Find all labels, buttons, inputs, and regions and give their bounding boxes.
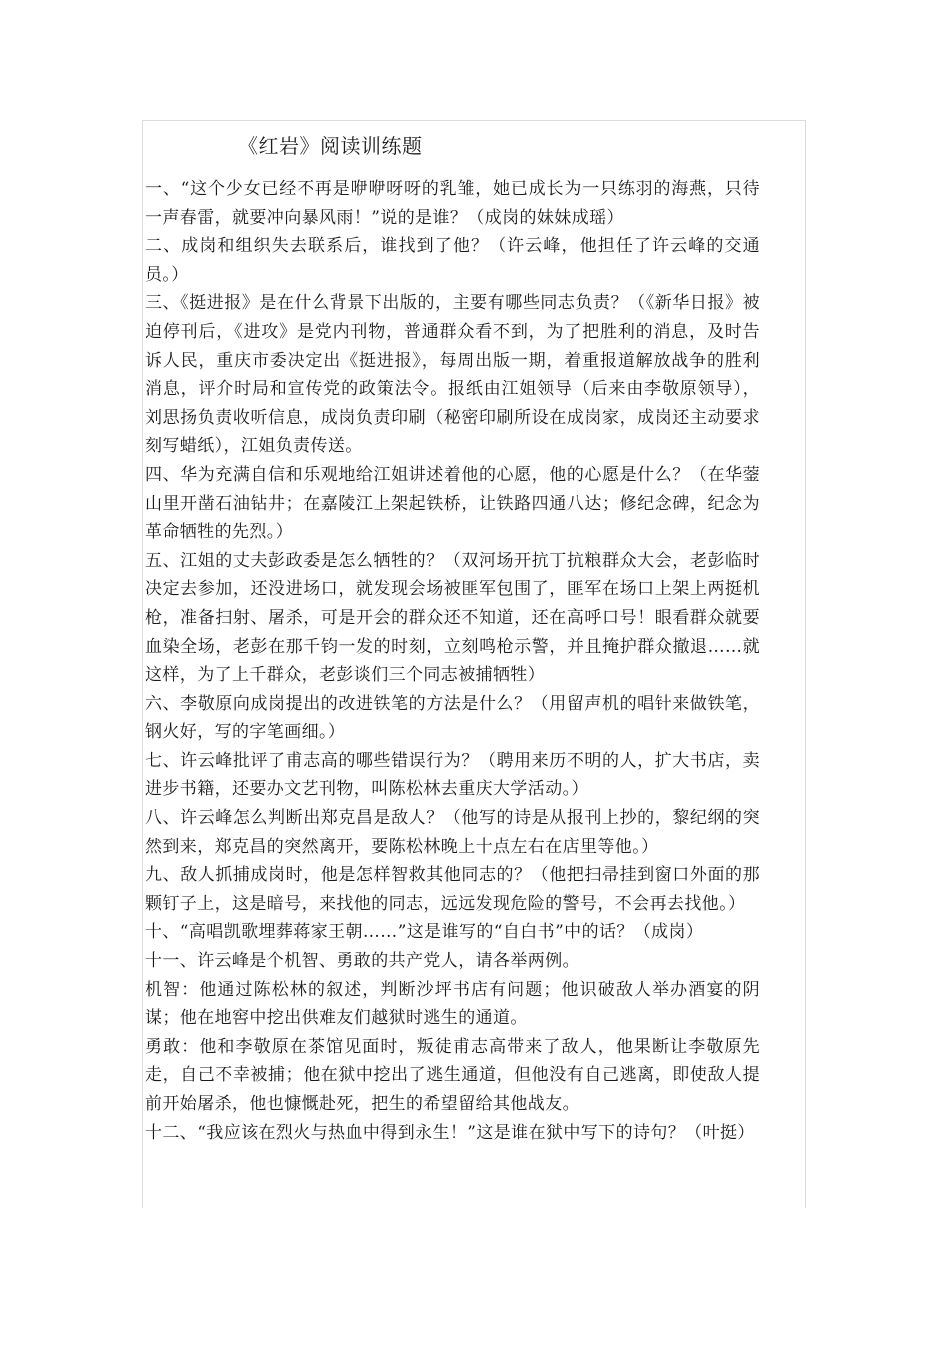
question-4: 四、华为充满自信和乐观地给江姐讲述着他的心愿，他的心愿是什么？（在华蓥山里开凿石油钻井；在嘉陵江上架起铁桥，让铁路四通八达；修纪念碑，纪念为革命牺牲的先烈。） (145, 464, 760, 543)
answer-11-wit: 机智：他通过陈松林的叙述，判断沙坪书店有问题；他识破敌人举办酒宴的阴谋；他在地窖中挖出供难友们越狱时逃生的通道。 (145, 979, 760, 1029)
question-5: 五、江姐的丈夫彭政委是怎么牺牲的？（双河场开抗丁抗粮群众大会，老彭临时决定去参加，还没进场口，就发现会场被匪军包围了，匪军在场口上架上两挺机枪，准备扫射、屠杀，可是开会的群众还不知道，还在高呼口号！眼看群众就要血染全场，老彭在那千钧一发的时刻，立刻鸣枪示警，并且掩护群众撤退……就这样，为了上千群众，老彭谈们三个同志被捕牺牲） (145, 550, 760, 686)
page-title: 《红岩》阅读训练题 (238, 134, 423, 158)
answer-11-courage: 勇敢：他和李敬原在茶馆见面时，叛徒甫志高带来了敌人，他果断让李敬原先走，自己不幸被捕；他在狱中挖出了逃生通道，但他没有自己逃离，即使敌人提前开始屠杀，他也慷慨赴死，把生的希望留给其他战友。 (145, 1036, 760, 1114)
question-9: 九、敌人抓捕成岗时，他是怎样智救其他同志的？（他把扫帚挂到窗口外面的那颗钉子上，这是暗号，来找他的同志，远远发现危险的警号，不会再去找他。） (145, 865, 760, 914)
question-1: 一、“这个少女已经不再是咿咿呀呀的乳雏，她已成长为一只练羽的海燕，只待一声春雷，就要冲向暴风雨！”说的是谁？（成岗的妹妹成瑶） (145, 179, 760, 228)
question-11: 十一、许云峰是个机智、勇敢的共产党人，请各举两例。 (145, 951, 580, 972)
document-body (145, 175, 760, 1147)
question-6: 六、李敬原向成岗提出的改进铁笔的方法是什么？（用留声机的唱针来做铁笔，钢火好，写的字笔画细。） (145, 693, 760, 743)
question-12: 十二、“我应该在烈火与热血中得到永生！”这是谁在狱中写下的诗句？（叶挺） (145, 1122, 755, 1143)
question-7: 七、许云峰批评了甫志高的哪些错误行为？（聘用来历不明的人，扩大书店，卖进步书籍，还要办文艺刊物，叫陈松林去重庆大学活动。） (145, 750, 760, 800)
question-2: 二、成岗和组织失去联系后，谁找到了他？（许云峰，他担任了许云峰的交通员。） (145, 236, 760, 285)
question-3: 三、《挺进报》是在什么背景下出版的，主要有哪些同志负责？（《新华日报》被迫停刊后，《进攻》是党内刊物，普通群众看不到，为了把胜利的消息，及时告诉人民，重庆市委决定出《挺进报》，每周出版一期，着重报道解放战争的胜利消息，评介时局和宣传党的政策法令。报纸由江姐领导（后来由李敬原领导），刘思扬负责收听信息，成岗负责印刷（秘密印刷所设在成岗家，成岗还主动要求刻写蜡纸），江姐负责传送。 (145, 293, 760, 457)
question-10: 十、“高唱凯歌埋葬蒋家王朝……”这是谁写的“自白书”中的话？（成岗） (145, 922, 704, 943)
question-8: 八、许云峰怎么判断出郑克昌是敌人？（他写的诗是从报刊上抄的，黎纪纲的突然到来，郑克昌的突然离开，要陈松林晚上十点左右在店里等他。） (145, 808, 760, 857)
